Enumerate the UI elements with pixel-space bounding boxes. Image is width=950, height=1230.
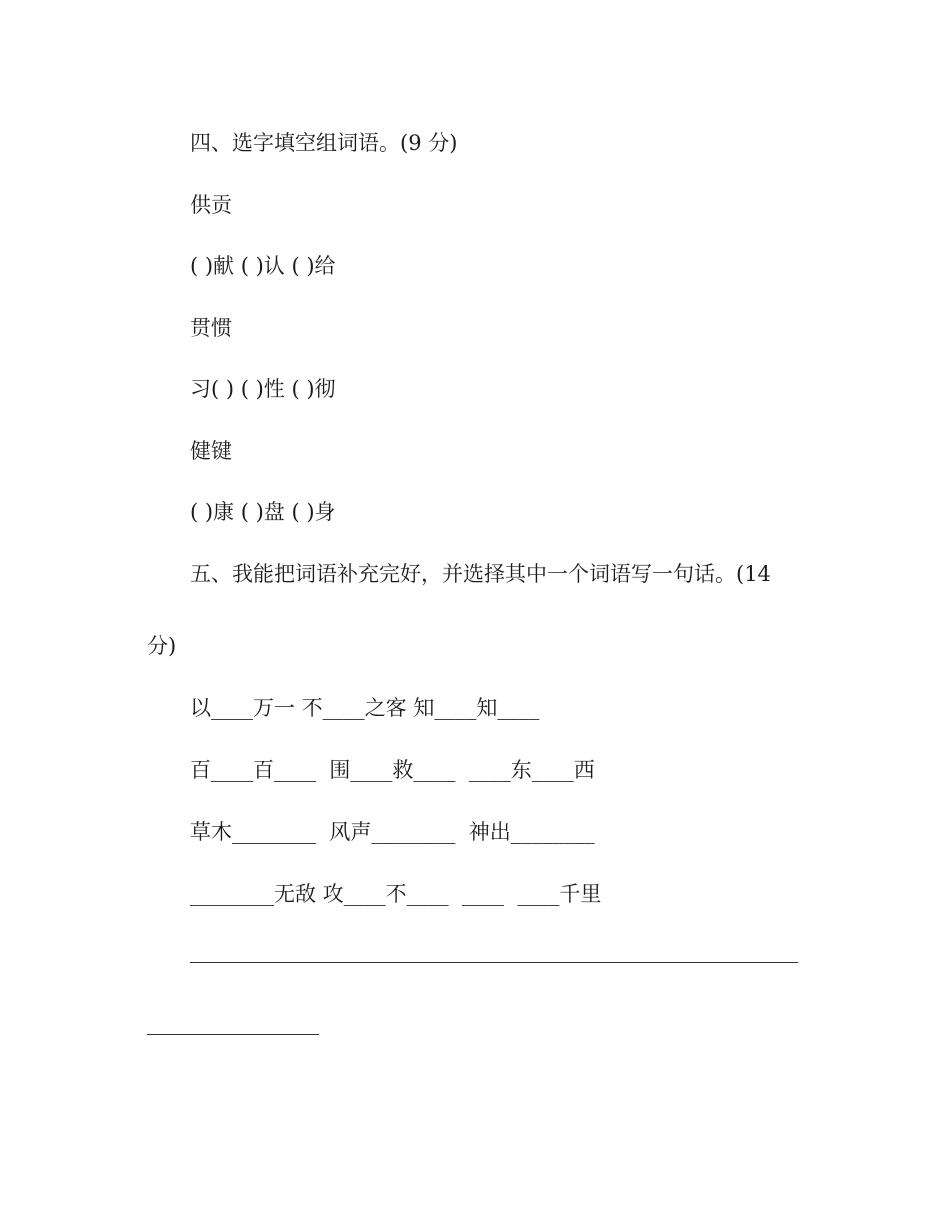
section-5-heading: 五、我能把词语补充完好，并选择其中一个词语写一句话。(14 [190, 562, 771, 586]
word-group-1-blanks: ( )献 ( )认 ( )给 [190, 254, 336, 278]
word-group-2-chars: 贯惯 [190, 316, 232, 340]
word-group-3-chars: 健键 [190, 439, 232, 463]
word-group-3-blanks: ( )康 ( )盘 ( )身 [190, 500, 336, 524]
idiom-row-1: 以____万一 不____之客 知____知____ [190, 696, 540, 720]
idiom-row-3: 草木________ 风声________ 神出________ [190, 820, 595, 844]
idiom-row-2: 百____百____ 围____救____ ____东____西 [190, 758, 595, 782]
idiom-row-4: ________无敌 攻____不____ ____ ____千里 [190, 882, 602, 906]
word-group-2-blanks: 习( ) ( )性 ( )彻 [190, 377, 336, 401]
section-4-heading: 四、选字填空组词语。(9 分) [190, 131, 458, 155]
section-5-heading-continued: 分) [147, 634, 177, 658]
sentence-writing-line-1 [190, 962, 798, 963]
word-group-1-chars: 供贡 [190, 193, 232, 217]
sentence-writing-line-2 [147, 1034, 319, 1035]
